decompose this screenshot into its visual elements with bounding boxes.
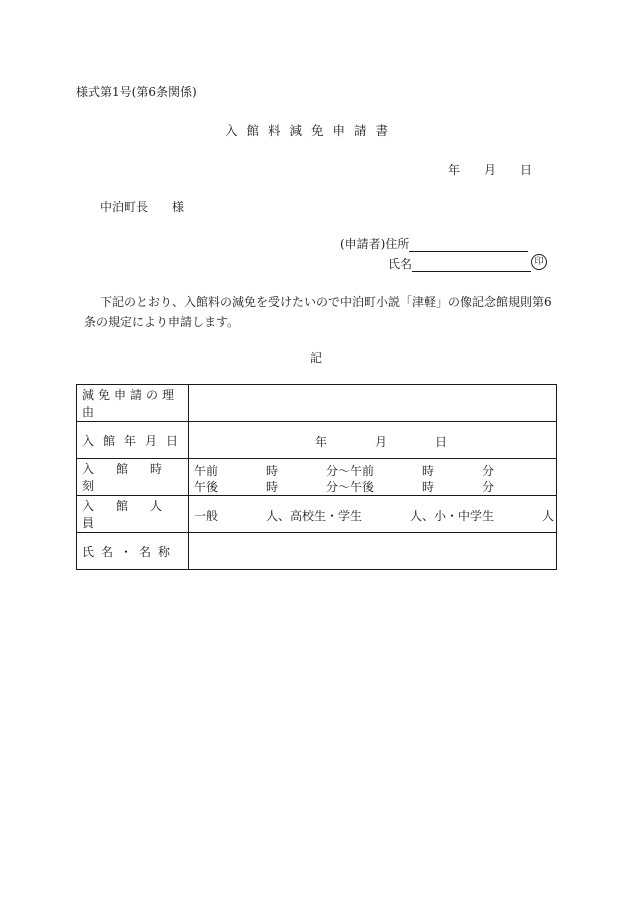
time-hour-4: 時	[422, 480, 435, 494]
addressee-name: 中泊町長	[100, 200, 149, 214]
count-general-label: 一般	[194, 509, 219, 523]
document-title: 入館料減免申請書	[225, 123, 398, 138]
applicant-address-row	[340, 235, 528, 252]
date-year-label: 年	[448, 163, 461, 177]
date-day-label: 日	[520, 163, 533, 177]
time-hour-2: 時	[422, 464, 435, 478]
applicant-address-label: (申請者)住所	[340, 237, 410, 251]
time-hour-3: 時	[266, 480, 279, 494]
application-date	[448, 161, 532, 178]
seal-mark: 印	[531, 254, 547, 270]
visit-time-field[interactable]	[189, 459, 557, 496]
application-statement	[84, 292, 564, 332]
applicant-name-label: 氏名	[388, 257, 413, 271]
table-row-reason	[77, 385, 557, 422]
table-row-date	[77, 422, 557, 459]
application-table	[76, 384, 557, 570]
visit-month-label: 月	[375, 435, 388, 449]
name-title-field[interactable]	[189, 533, 557, 570]
time-minute-to-pm: 分〜午後	[326, 480, 375, 494]
count-elementary-label: 人、小・中学生	[410, 509, 495, 523]
time-hour-1: 時	[266, 464, 279, 478]
statement-line-1: 下記のとおり、入館料の減免を受けたいので中泊町小説「津軽」の像記念館規則第6	[100, 295, 552, 309]
time-minute-to-am: 分〜午前	[326, 464, 375, 478]
time-minute-2: 分	[482, 464, 495, 478]
visitor-count-field[interactable]	[189, 496, 557, 533]
time-pm-start: 午後	[194, 480, 219, 494]
name-title-label: 氏名・名称	[77, 533, 189, 570]
table-row-count	[77, 496, 557, 533]
table-row-time	[77, 459, 557, 496]
visit-day-label: 日	[435, 435, 448, 449]
statement-line-2: 条の規定により申請します。	[84, 315, 240, 329]
count-highschool-label: 人、高校生・学生	[266, 509, 363, 523]
table-row-name	[77, 533, 557, 570]
addressee-honorific: 様	[172, 200, 185, 214]
applicant-name-field[interactable]	[412, 258, 531, 272]
visitor-count-label: 入館人員	[77, 496, 189, 533]
visit-date-label: 入館年月日	[77, 422, 189, 459]
date-month-label: 月	[484, 163, 497, 177]
time-am-start: 午前	[194, 464, 219, 478]
ki-heading: 記	[310, 351, 323, 365]
applicant-address-field[interactable]	[409, 238, 528, 252]
reason-label: 減免申請の理由	[77, 385, 189, 422]
count-end-label: 人	[542, 509, 555, 523]
applicant-name-row	[388, 255, 531, 272]
visit-time-label: 入館時刻	[77, 459, 189, 496]
visit-year-label: 年	[315, 435, 328, 449]
addressee	[100, 198, 184, 215]
reason-field[interactable]	[189, 385, 557, 422]
time-minute-4: 分	[482, 480, 495, 494]
visit-date-field[interactable]	[189, 422, 557, 459]
form-number: 様式第1号(第6条関係)	[76, 85, 197, 99]
